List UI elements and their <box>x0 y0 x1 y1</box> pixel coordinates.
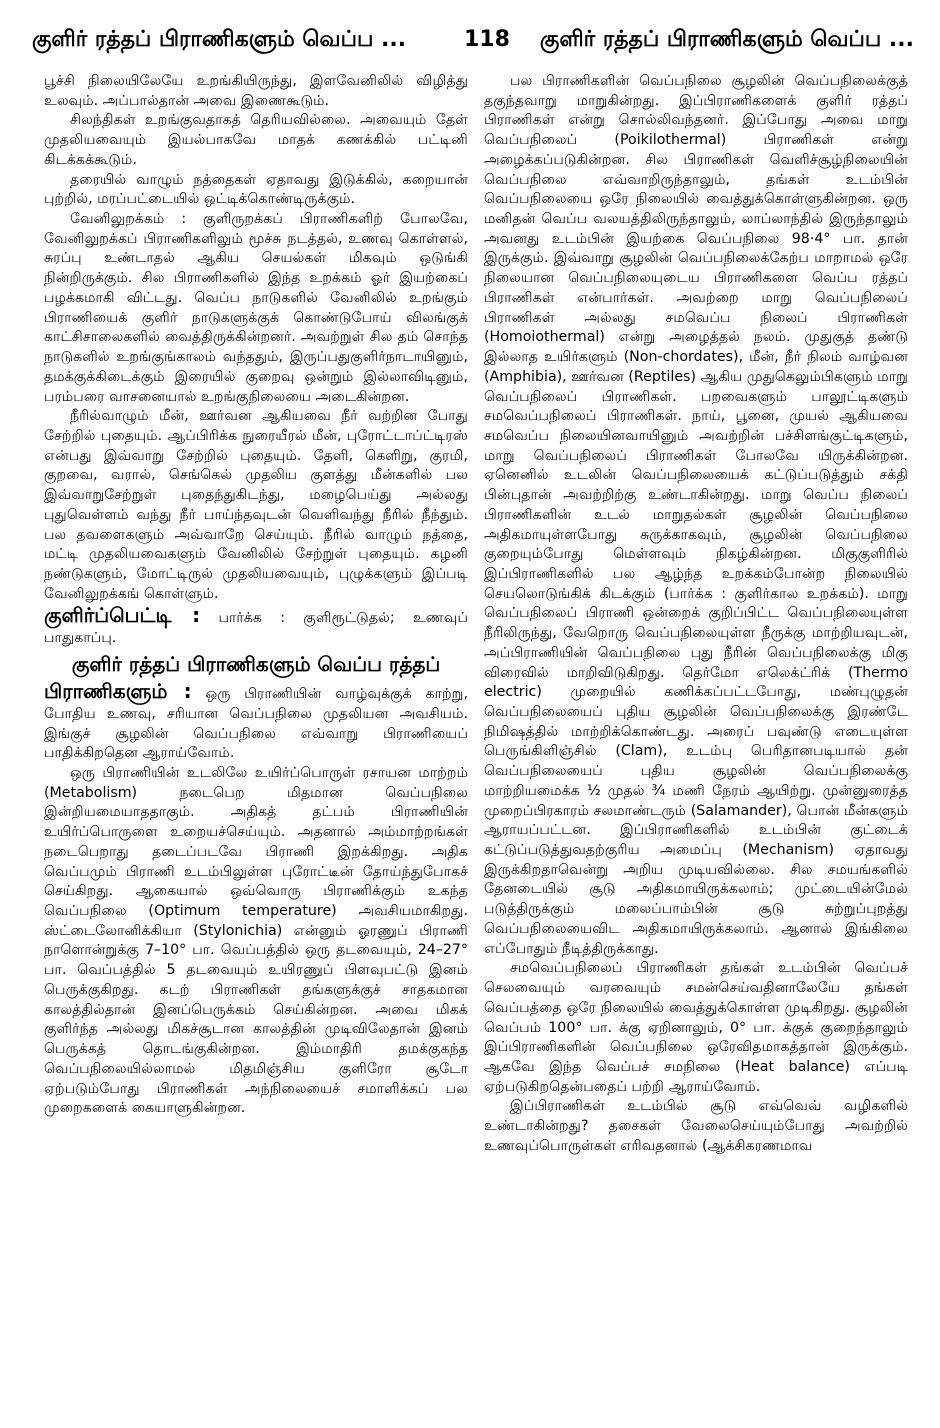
running-title-left: குளிர் ரத்தப் பிராணிகளும் வெப்ப ... <box>32 27 407 52</box>
paragraph: சிலந்திகள் உறங்குவதாகத் தெரியவில்லை. அவையும் தேள் முதலியவையும் இயல்பாகவே மாதக் கணக்கில் பட்டினி கிடக்கக்கூடும். <box>44 112 468 168</box>
paragraph: பல பிராணிகளின் வெப்பநிலை சூழலின் வெப்பநிலைக்குத் தகுந்தவாறு மாறுகின்றது. இப்பிராணிகளைக் குளிர் ரத்தப் பிராணிகள் என்று சொல்லிவந்தனர். இப்போது அவை மாறு வெப்பநிலைப் (Poikilothermal) பிராணிகள் என்று அழைக்கப்படுகின்றன. சில பிராணிகள் வெளிச்சூழ்நிலையின் வெப்பநிலை எவ்வாறிருந்தாலும், தங்கள் உடம்பின் வெப்பநிலையை ஒரே நிலையில் வைத்துக்கொள்ளுகின்றன. ஒரு மனிதன் வெப்ப வலயத்திலிருந்தாலும், லாப்லாந்தில் இருந்தாலும் அவனது உடம்பின் இயற்கை வெப்பநிலை 98·4° பா. தான் இருக்கும். இவ்வாறு சூழலின் வெப்பநிலைக்கேற்ப மாறாமல் ஒரே நிலையான வெப்பநிலையுடைய பிராணிகளை வெப்ப ரத்தப் பிராணிகள் என்பார்கள். அவற்றை மாறு வெப்பநிலைப் பிராணிகள் அல்லது சமவெப்ப நிலைப் பிராணிகள் (Homoiothermal) என்று அழைத்தல் நலம். முதுகுத் தண்டு இல்லாத உயிர்களும் (Non-chordates), மீன், நீர் நிலம் வாழ்வன (Amphibia), ஊர்வன (Reptiles) ஆகிய முதுகெலும்பிகளும் மாறு வெப்பநிலைப் பிராணிகள். பறவைகளும் பாலூட்டிகளும் சமவெப்பநிலைப் பிராணிகள். நாய், பூனை, முயல் ஆகியவை சமவெப்ப நிலையினவாயினும் அவற்றின் பச்சிளங்குட்டிகளும், மாறு வெப்பநிலைப் பிராணிகள் போலவே யிருக்கின்றன. ஏனெனில் உடலின் வெப்பநிலையைக் கட்டுப்படுத்தும் சக்தி பின்புதான் அவற்றிற்கு உண்டாகின்றது. மாறு வெப்ப நிலைப் பிராணிகளின் உடல் மாறுதல்கள் சூழலின் வெப்பநிலை அதிகமாயுள்ளபோது சுருக்காகவும், சூழலின் வெப்பநிலை குறையும்போது மெள்ளவும் நிகழ்கின்றன. மிகுகுளிரில் இப்பிராணிகளில் பல ஆழ்ந்த உறக்கம்போன்ற நிலையில் செயலொடுங்கிக் கிடக்கும் (பார்க்க : குளிர்கால உறக்கம்). மாறு வெப்பநிலைப் பிராணி ஒன்றைக் குறிப்பிட்ட வெப்பநிலையுள்ள நீரிலிருந்து, வேறொரு வெப்பநிலையுள்ள நீருக்கு மாற்றியவுடன், அப்பிராணியின் வெப்பநிலை புது நீரின் வெப்பநிலைக்கு மிகு விரைவில் மாறிவிடுகிறது. தெர்மோ எலெக்ட்ரிக் (Thermo electric) முறையில் கணிக்கப்பட்டபோது, மண்புழுதன் வெப்பநிலையைப் புதிய சூழலின் வெப்பநிலைக்கு இரண்டே நிமிஷத்தில் மாற்றிக்கொண்டது. அரைப் பவுண்டு எடையுள்ள பெருங்கிளிஞ்சில் (Clam), உடம்பு பெரிதானபடியால் தன் வெப்பநிலையைப் புதிய சூழலின் வெப்பநிலைக்கு மாற்றியமைக்க ½ முதல் ¾ மணி நேரம் ஆயிற்று. முன்னுரைத்த முறைப்பிரகாரம் சலமாண்டரும் (Salamander), பொன் மீன்களும் ஆராயப்பட்டன. இப்பிராணிகளில் உடம்பின் குட்டைக் கட்டுப்படுத்துவதற்குரிய அமைப்பு (Mechanism) ஏதாவது இருக்கிறதாவென்று அறிய முடியவில்லை. சில சமயங்களில் தேனடையில் சூடு அதிகமாயிருக்கலாம்; முட்டையின்மேல் படுத்திருக்கும் மலைப்பாம்பின் சூடு சுற்றுப்புறத்து வெப்பநிலையைவிட அதிகமாயிருக்கலாம். ஆனால் இங்கிலை எப்போதும் நீடித்திருக்காது. <box>484 73 908 957</box>
entry-heading: குளிர்ப்பெட்டி : <box>44 603 201 628</box>
paragraph: இப்பிராணிகள் உடம்பில் சூடு எவ்வெவ் வழிகளில் உண்டாகின்றது? தசைகள் வேலைசெய்யும்போது அவற்றில் உணவுப்பொருள்கள் எரிவதனால் (ஆக்சிகரணமாவ <box>484 1098 908 1154</box>
paragraph: சமவெப்பநிலைப் பிராணிகள் தங்கள் உடம்பின் வெப்பச் செலவையும் வரவையும் சமன்செய்வதினாலேயே தங்கள் வெப்பத்தை ஒரே நிலையில் வைத்துக்கொள்ள முடிகிறது. சூழலின் வெப்பம் 100° பா. க்கு ஏறினாலும், 0° பா. க்குக் குறைந்தாலும் இப்பிராணிகளின் வெப்பநிலை ஒரேவிதமாகத்தான் இருக்கும். ஆகவே இந்த வெப்பச் சமநிலை (Heat balance) எப்படி ஏற்படுகிறதென்பதைப் பற்றி ஆராய்வோம். <box>484 960 908 1095</box>
page-number: 118 <box>464 27 510 52</box>
entry-cold-warm-blooded <box>44 651 468 764</box>
paragraph: தரையில் வாழும் நத்தைகள் ஏதாவது இடுக்கில், கறையான் புற்றில், மரப்பட்டையில் ஒட்டிக்கொண்டிருக்கும். <box>44 171 468 208</box>
paragraph: வேனிலுறக்கம் : குளிருறக்கப் பிராணிகளிற் போலவே, வேனிலுறக்கப் பிராணிகளிலும் மூச்சு நடத்தல், உணவு கொள்ளல், சுரப்பு உண்டாதல் ஆகிய செயல்கள் மிகவும் ஒடுங்கி நின்றிருக்கும். சில பிராணிகளில் இந்த உறக்கம் ஓர் இயற்கைப் பழக்கமாகி விட்டது. வெப்ப நாடுகளில் வேனிலில் உறங்கும் பிராணியைக் குளிர் நாடுகளுக்குக் கொண்டுபோய் விலங்குக் காட்சிசாலைகளில் வைத்திருக்கின்றனர். அவற்றுள் சில தம் சொந்த நாடுகளில் உறங்குங்காலம் வந்ததும், இருப்பதுகுளிர்நாடாயினும், தமக்குக்கிடைக்கும் இரையில் குறைவு ஒன்றும் இல்லாவிடினும், பரம்பரை வாசனையால் உறங்குநிலையை அடைகின்றன. <box>44 211 468 405</box>
left-column <box>44 72 468 1119</box>
right-column <box>484 72 908 1157</box>
page-header <box>32 20 914 60</box>
entry-text: பார்க்க : குளிரூட்டுதல்; உணவுப் பாதுகாப்பு. <box>44 610 468 647</box>
paragraph: நீரில்வாழும் மீன், ஊர்வன ஆகியவை நீர் வற்றின போது சேற்றில் புதையும். ஆப்பிரிக்க நுரையீரல் மீன், புரோட்டாப்ட்டிரஸ் என்பது இவ்வாறு சேற்றில் புதையும். தேளி, கெளிறு, குரமி, குறவை, வரால், செங்கெல் முதலிய குளத்து மீன்களில் பல இவ்வாறுசேற்றுள் புதைந்துகிடந்து, மழைபெய்து அல்லது புதுவெள்ளம் வந்து நீர் பாய்ந்தவுடன் வெளிவந்து நீரில் நீந்தும். பல தவளைகளும் அவ்வாறே செய்யும். நீரில் வாழும் நத்தை, மட்டி முதலியவைகளும் வேனிலில் சேற்றுள் புதையும். கழனி நண்டுகளும், மோட்டிருல் முதலியவையும், புழுக்களும் இப்படி வேனிலுறக்கங் கொள்ளும். <box>44 408 468 602</box>
entry-heading: குளிர் ரத்தப் பிராணிகளும் வெப்ப ரத்தப் <box>71 651 441 676</box>
running-title-right: குளிர் ரத்தப் பிராணிகளும் வெப்ப ... <box>539 27 914 52</box>
entry-text: ஒரு பிராணியின் வாழ்வுக்குக் காற்று, போதிய உணவு, சரியான வெப்பநிலை முதலியன அவசியம். இங்குச் சூழலின் வெப்பநிலை எவ்வாறு பிராணியைப் பாதிக்கிறதென ஆராய்வோம். <box>44 685 469 762</box>
paragraph: பூச்சி நிலையிலேயே உறங்கியிருந்து, இளவேனிலில் விழித்து உலவும். அப்பால்தான் அவை இணைகூடும். <box>44 73 468 109</box>
entry-heading-continued: பிராணிகளும் : <box>44 678 192 703</box>
paragraph: ஒரு பிராணியின் உடலிலே உயிர்ப்பொருள் ரசாயன மாற்றம் (Metabolism) நடைபெற மிதமான வெப்பநிலை இன்றியமையாததாகும். அதிகத் தட்பம் பிராணியின் உயிர்ப்பொருளை உறையச்செய்யும். அதனால் அம்மாற்றங்கள் நடைபெறாது தடைப்படவே பிராணி இறக்கிறது. அதிக வெப்பமும் பிராணி உடம்பிலுள்ள புரோட்டீன் தோய்ந்துபோகச் செய்கிறது. ஆகையால் ஒவ்வொரு பிராணிக்கும் உகந்த வெப்பநிலை (Optimum temperature) அவசியமாகிறது. ஸ்ட்டைலோனிக்கியா (Stylonichia) என்னும் ஓரணுப் பிராணி நாளொன்றுக்கு 7–10° பா. வெப்பத்தில் ஒரு தடவையும், 24–27° பா. வெப்பத்தில் 5 தடவையும் உயிரணுப் பிளவுபட்டு இனம் பெருக்குகிறது. கடற் பிராணிகள் தங்களுக்குச் சாதகமான காலத்தில்தான் இனப்பெருக்கம் செய்கின்றன. அவை மிகக் குளிர்ந்த அல்லது மிகச்சூடான காலத்தின் முடிவிலேதான் இனம் பெருக்கத் தொடங்குகின்றன. இம்மாதிரி தமக்குகந்த வெப்பநிலையில்லாமல் மிதமிஞ்சிய குளிரோ சூடோ ஏற்படும்போது பிராணிகள் அந்நிலையைச் சமாளிக்கப் பல முறைகளைக் கையாளுகின்றன. <box>44 765 468 1117</box>
entry-kulirpetti <box>44 603 468 648</box>
